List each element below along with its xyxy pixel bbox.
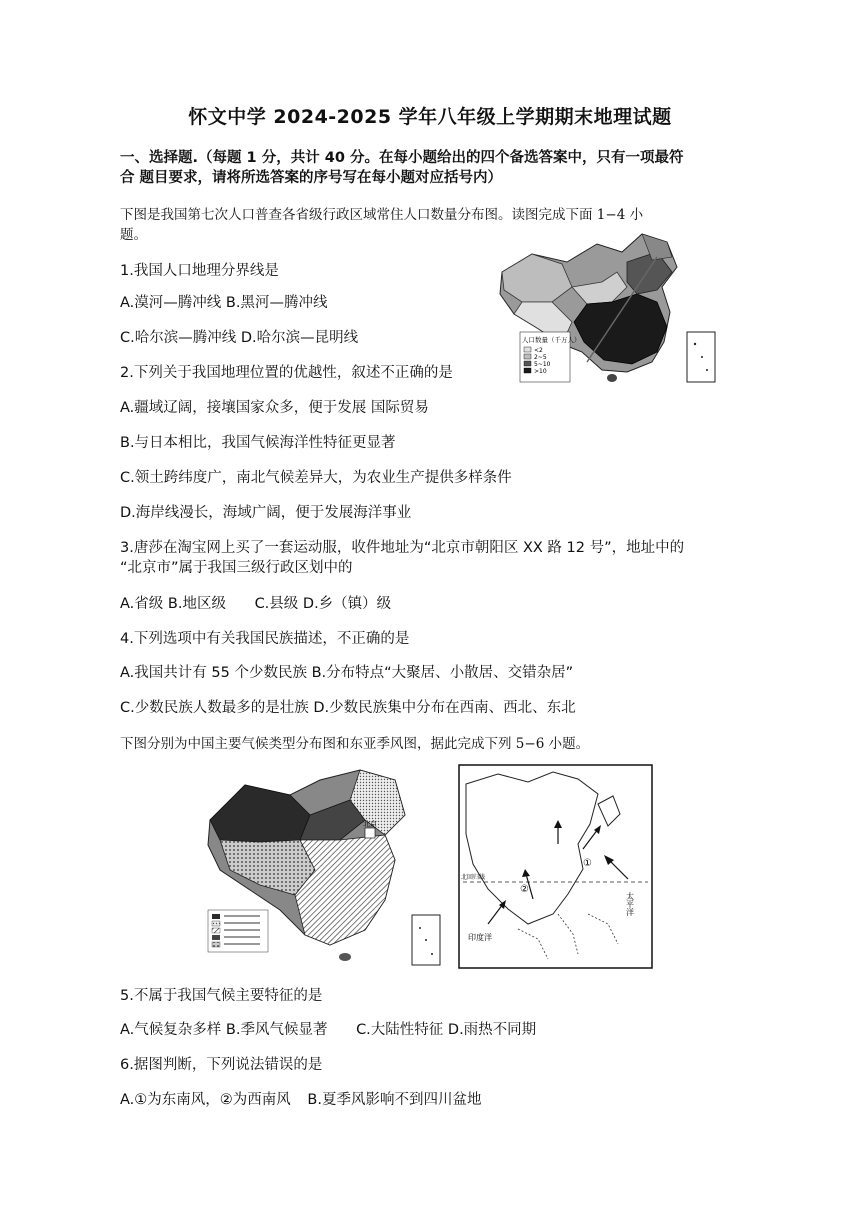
- q4-option-a: A.我国共计有 55 个少数民族: [120, 665, 307, 681]
- q3-option-a: A.省级: [120, 596, 164, 612]
- climate-type-map: [200, 760, 450, 970]
- q4-option-d: D.少数民族集中分布在西南、西北、东北: [313, 700, 576, 716]
- intro1-line1: 下图是我国第七次人口普查各省级行政区域常住人口数量分布图。读图完成下面 1−4 小: [120, 207, 644, 223]
- indian-ocean-label: 印度洋: [468, 933, 492, 942]
- q4-option-b: B.分布特点“大聚居、小散居、交错杂居”: [311, 665, 574, 681]
- section-heading-line2: 合 题目要求，请将所选答案的序号写在每小题对应括号内）: [120, 170, 503, 186]
- q6-option-a: A.①为东南风，②为西南风: [120, 1092, 291, 1108]
- q3-option-b: B.地区级: [167, 596, 226, 612]
- q6-options: [120, 1088, 481, 1109]
- legend-item-3: 5~10: [534, 361, 551, 368]
- q1-option-d: D.哈尔滨—昆明线: [240, 330, 359, 346]
- q5-stem: 5.不属于我国气候主要特征的是: [120, 988, 323, 1004]
- q3-stem-line1: 3.唐莎在淘宝网上买了一套运动服，收件地址为“北京市朝阳区 XX 路 12 号”，地址中的: [120, 540, 685, 556]
- q4-options-ab: [120, 661, 573, 682]
- q1-option-a: A.漠河—腾冲线: [120, 295, 222, 311]
- q2-option-c: C.领土跨纬度广，南北气候差异大，为农业生产提供多样条件: [120, 470, 512, 486]
- q5-option-d: D.雨热不同期: [447, 1022, 537, 1038]
- q6-stem: 6.据图判断，下列说法错误的是: [120, 1057, 323, 1073]
- q5-option-b: B.季风气候显著: [225, 1022, 328, 1038]
- intro2: 下图分别为中国主要气候类型分布图和东亚季风图，据此完成下列 5−6 小题。: [120, 736, 590, 752]
- pacific-label: 太平洋: [625, 892, 635, 916]
- legend-title: 人口数量（千万人）: [522, 336, 581, 344]
- q2-stem: 2.下列关于我国地理位置的优越性，叙述不正确的是: [120, 365, 453, 381]
- q3-stem-line2: “北京市”属于我国三级行政区划中的: [120, 560, 353, 576]
- monsoon-map: [458, 764, 653, 969]
- q5-options: [120, 1018, 536, 1039]
- q4-options-cd: [120, 696, 576, 717]
- q5-option-a: A.气候复杂多样: [120, 1022, 222, 1038]
- q1-options-ab: [120, 291, 327, 312]
- q4-option-c: C.少数民族人数最多的是壮族: [120, 700, 309, 716]
- population-map: [492, 232, 717, 387]
- legend-item-1: <2: [534, 347, 543, 354]
- legend-item-4: >10: [534, 368, 547, 375]
- q1-options-cd: [120, 326, 358, 347]
- q1-stem: 1.我国人口地理分界线是: [120, 263, 279, 279]
- q1-option-c: C.哈尔滨—腾冲线: [120, 330, 237, 346]
- q2-option-d: D.海岸线漫长，海域广阔，便于发展海洋事业: [120, 505, 412, 521]
- q3-option-c: C.县级: [254, 596, 299, 612]
- q1-option-b: B.黑河—腾冲线: [225, 295, 328, 311]
- q3-options: [120, 592, 391, 613]
- section-heading-line1: 一、选择题.（每题 1 分，共计 40 分。在每小题给出的四个备选答案中，只有一项最符: [120, 150, 684, 166]
- page-title: 怀文中学 2024-2025 学年八年级上学期期末地理试题: [188, 106, 672, 128]
- q4-stem: 4.下列选项中有关我国民族描述，不正确的是: [120, 631, 410, 647]
- q2-option-b: B.与日本相比，我国气候海洋性特征更显著: [120, 435, 396, 451]
- q6-option-b: B.夏季风影响不到四川盆地: [307, 1092, 482, 1108]
- intro1-line2: 题。: [120, 227, 147, 243]
- legend-item-2: 2~5: [534, 354, 547, 361]
- q2-option-a: A.疆域辽阔，接壤国家众多，便于发展 国际贸易: [120, 400, 429, 416]
- marker-1: ①: [583, 858, 592, 869]
- q5-option-c: C.大陆性特征: [356, 1022, 444, 1038]
- tropic-label: 北回归线: [461, 874, 486, 881]
- q3-option-d: D.乡（镇）级: [302, 596, 392, 612]
- marker-2: ②: [520, 884, 529, 895]
- beijing-label: 北京: [363, 820, 377, 828]
